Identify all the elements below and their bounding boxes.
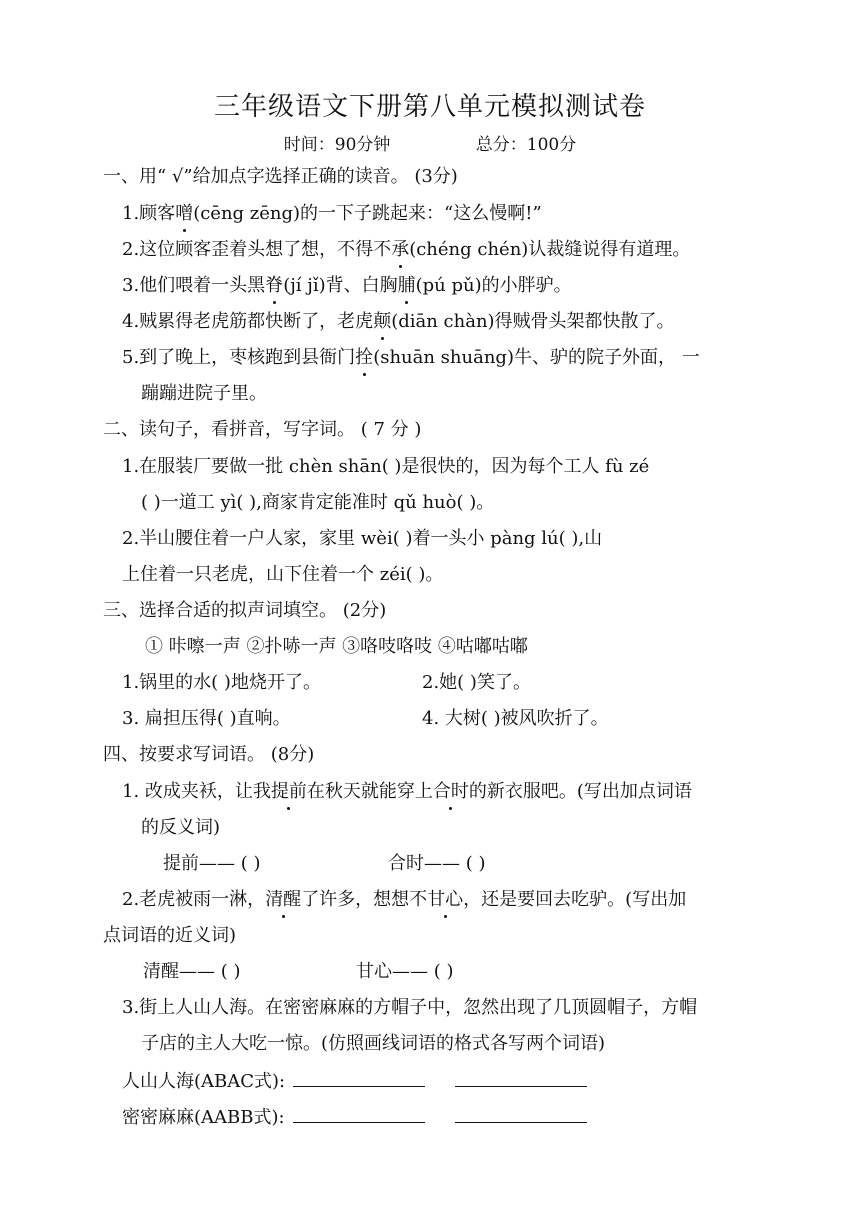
s2-question-2-line-2: 上住着一只老虎，山下住着一个 zéi( )。 [122, 564, 444, 585]
dotted-word: 清醒 [265, 889, 302, 910]
time-limit: 时间：90分钟 [283, 135, 391, 155]
s4-q2-answer-b: 甘心—— ( ) [356, 961, 454, 982]
s4-q2-answer-a: 清醒—— ( ) [143, 961, 241, 982]
section-2-title: 二、读句子，看拼音，写字词。 ( 7 分 ) [103, 419, 422, 440]
section-3-title: 三、选择合适的拟声词填空。 (2分) [103, 600, 387, 621]
s1-question-5-continued: 蹦蹦进院子里。 [141, 383, 267, 404]
s1-question-4: 4.贼累得老虎筋都快断了，老虎颠(diān chàn)得贼骨头架都快散了。 [122, 311, 675, 332]
s4-question-3-line-1: 3.街上人山人海。在密密麻麻的方帽子中，忽然出现了几顶圆帽子，方帽 [122, 997, 698, 1018]
s1-question-5: 5.到了晚上，枣核跑到县衙门拴(shuān shuāng)牛、驴的院子外面， 一 [122, 347, 700, 368]
dotted-char: 噌 [175, 203, 194, 224]
s4-q3-aabb-row: 密密麻麻(AABB式): [122, 1104, 587, 1130]
s4-question-2: 2.老虎被雨一淋，清醒了许多，想想不甘心，还是要回去吃驴。(写出加 [122, 889, 687, 910]
dotted-char: 承 [391, 239, 410, 260]
s2-question-1-line-1: 1.在服装厂要做一批 chèn shān( )是很快的，因为每个工人 fù zé [122, 456, 650, 477]
s1-question-1: 1.顾客噌(cēng zēng)的一下子跳起来：“这么慢啊!” [122, 203, 542, 224]
dotted-word: 甘心 [427, 889, 464, 910]
section-4-title: 四、按要求写词语。 (8分) [103, 744, 315, 765]
s2-question-2-line-1: 2.半山腰住着一户人家，家里 wèi( )着一头小 pàng lú( ),山 [122, 528, 603, 549]
dotted-char: 拴 [355, 347, 374, 368]
s3-options: ① 咔嚓一声 ②扑哧一声 ③咯吱咯吱 ④咕嘟咕嘟 [145, 636, 528, 657]
dotted-char: 脊 [265, 275, 284, 296]
s4-q3-abac-row: 人山人海(ABAC式): [122, 1068, 587, 1094]
dotted-char: 脯 [397, 275, 416, 296]
s1-question-3: 3.他们喂着一头黑脊(jí jǐ)背、白胸脯(pú pǔ)的小胖驴。 [122, 275, 572, 296]
answer-blank[interactable] [455, 1068, 587, 1087]
s4-q1-answer-b: 合时—— ( ) [388, 853, 486, 874]
s4-question-2-continued: 点词语的近义词) [103, 925, 237, 946]
page-title: 三年级语文下册第八单元模拟测试卷 [213, 92, 646, 122]
dotted-char: 颠 [373, 311, 392, 332]
s2-question-1-line-2: ( )一道工 yì( ),商家肯定能准时 qǔ huò( )。 [141, 492, 495, 513]
s4-q1-answer-a: 提前—— ( ) [163, 853, 261, 874]
s3-question-4: 4. 大树( )被风吹折了。 [422, 708, 609, 729]
s4-question-3-line-2: 子店的主人大吃一惊。(仿照画线词语的格式各写两个词语) [141, 1033, 606, 1054]
answer-blank[interactable] [293, 1104, 425, 1123]
section-1-title: 一、用“ √”给加点字选择正确的读音。 (3分) [103, 166, 458, 187]
total-score: 总分：100分 [475, 135, 577, 155]
answer-blank[interactable] [293, 1068, 425, 1087]
s4-question-1-continued: 的反义词) [141, 817, 221, 838]
answer-blank[interactable] [455, 1104, 587, 1123]
dotted-word: 合时 [432, 781, 469, 802]
s3-question-1: 1.锅里的水( )地烧开了。 [122, 672, 321, 693]
s3-question-2: 2.她( )笑了。 [422, 672, 531, 693]
dotted-word: 提前 [270, 781, 307, 802]
exam-info [0, 130, 860, 155]
s3-question-3: 3. 扁担压得( )直响。 [122, 708, 291, 729]
s4-question-1: 1. 改成夹袄，让我提前在秋天就能穿上合时的新衣服吧。(写出加点词语 [122, 781, 692, 802]
s1-question-2: 2.这位顾客歪着头想了想，不得不承(chéng chén)认裁缝说得有道理。 [122, 239, 691, 260]
